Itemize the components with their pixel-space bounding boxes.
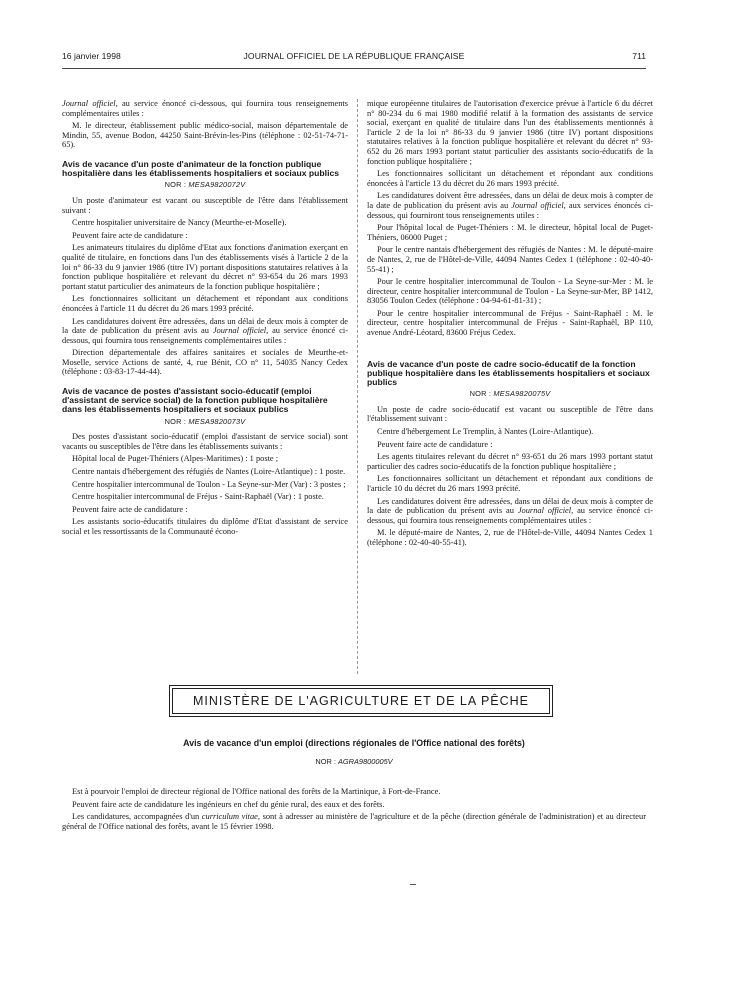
nor-label: NOR : [164,416,189,426]
text: aux services énoncés ci-dessous, qui fourniront tous renseignements utiles : [367,200,653,220]
text: Les candidatures doivent être adressées, dans un délai de deux mois à compter de la date de publication du présent avis au [367,496,653,516]
header-journal-title: JOURNAL OFFICIEL DE LA RÉPUBLIQUE FRANÇAISE [243,51,465,61]
paragraph: Des postes d'assistant socio-éducatif (emploi d'assistant de service social) sont vacants ou susceptibles de l'être dans les établissements suivants : [62,432,348,451]
address-paragraph: M. le député-maire de Nantes, 2, rue de l'Hôtel-de-Ville, 44094 Nantes Cedex 1 (téléphone : 02-40-40-55-41). [367,528,653,547]
left-column [62,99,348,540]
journal-officiel-ref: Journal officiel, [212,326,269,336]
nor-code: MESA9820073V [188,416,246,426]
journal-officiel-ref: Journal officiel, [517,506,574,516]
paragraph: Peuvent faire acte de candidature les ingénieurs en chef du génie rural, des eaux et des forêts. [72,799,385,809]
avis-title-assistant: Avis de vacance de postes d'assistant socio-éducatif (emploi d'assistant de service social) de la fonction publique hospitalière dans les établissements hospitaliers et sociaux publics [62,386,328,415]
paragraph: Un poste de cadre socio-éducatif est vacant ou susceptible de l'être dans l'établissement suivant : [367,404,653,424]
ministry-body [62,787,646,834]
paragraph: Les fonctionnaires sollicitant un détachement et répondant aux conditions énoncées à l'article 13 du décret du 26 mars 1993 précité. [367,169,653,188]
paragraph: Peuvent faire acte de candidature : [72,230,188,240]
paragraph [367,191,653,220]
column-divider [357,99,358,674]
nor-label: NOR : [164,180,189,190]
nor-assistant [62,417,348,427]
paragraph: Les agents titulaires relevant du décret n° 93-651 du 26 mars 1993 portant statut particulier des cadres socio-éducatifs de la fonction publique hospitalière ; [367,452,653,471]
page-header [62,51,646,65]
nor-code: MESA9820072V [188,180,246,190]
curriculum-vitae-ref: curriculum vitae, [201,812,260,822]
header-page-number: 711 [632,51,646,61]
paragraph: Centre nantais d'hébergement des réfugiés de Nantes (Loire-Atlantique) : 1 poste. [72,467,346,477]
nor-code: AGRA9800005V [337,757,393,766]
text: Les candidatures doivent être adressées, dans un délai de deux mois à compter de la date de publication du présent avis au [62,316,348,336]
paragraph: Est à pourvoir l'emploi de directeur régional de l'Office national des forêts de la Martinique, à Fort-de-France. [72,787,441,796]
paragraph: Les fonctionnaires sollicitant un détachement et répondant aux conditions énoncées à l'article 11 du décret du 26 mars 1993 précité. [62,294,348,313]
avis-title-cadre: Avis de vacance d'un poste de cadre socio-éducatif de la fonction publique hospitalière dans les établissements hospitaliers et sociaux publics [367,358,650,388]
text: sont à adresser au ministère de l'agriculture et de la pêche (direction générale de l'administration) et au directeur général de l'Office national des forêts, avant le 15 février 1998. [62,812,646,831]
paragraph: Les assistants socio-éducatifs titulaires du diplôme d'Etat d'assistant de service social et les ressortissants de la Communauté écono- [62,517,348,537]
nor-animateur [62,180,348,190]
intro-journal-officiel: Journal officiel, [62,99,118,108]
paragraph: Hôpital local de Puget-Théniers (Alpes-Maritimes) : 1 poste ; [72,454,279,464]
text: Les candidatures, accompagnées d'un [72,812,202,822]
text: au service énoncé ci-dessous, qui fournira tous renseignements complémentaires utiles : [367,506,653,525]
nor-cadre [367,389,653,399]
text: au service énoncé ci-dessous, qui fournira tous renseignements complémentaires utiles : [62,326,348,345]
paragraph: mique européenne titulaires de l'autorisation d'exercice prévue à l'article 6 du décret n° 80-234 du 6 mai 1980 modifié relatif à la formation des assistants de service social, exerçant en qualité de titulaire dans l'un des établissements mentionnés à l'article 2 de la loi n° 86-33 du 9 janvier 1986 (titre IV) portant dispositions statutaires relatives à la fonction publique hospitalière et relevant du décret n° 93-652 du 26 mars 1993 portant statut particulier des assistants socio-éducatifs de la fonction publique hospitalière ; [367,99,653,166]
paragraph: Pour l'hôpital local de Puget-Théniers : M. le directeur, hôpital local de Puget-Théniers, 06000 Puget ; [367,223,653,242]
nor-ministry [62,757,646,766]
nor-code: MESA9820075V [493,389,551,399]
ministry-avis-title: Avis de vacance d'un emploi (directions régionales de l'Office national des forêts) [183,738,525,748]
paragraph: Centre hospitalier universitaire de Nancy (Meurthe-et-Moselle). [72,218,287,228]
header-date: 16 janvier 1998 [62,51,121,61]
address-paragraph: Direction départementale des affaires sanitaires et sociales de Meurthe-et-Moselle, service Actions de santé, 4, rue Bénit, CO n° 11, 54035 Nancy Cedex (téléphone : 03-83-17-44-44). [62,348,348,377]
nor-label: NOR : [315,757,338,766]
paragraph: Pour le centre hospitalier intercommunal de Toulon - La Seyne-sur-Mer : M. le directeur, centre hospitalier intercommunal de Toulon - La Seyne-sur-Mer, BP 1412, 83056 Toulon Cedex (téléphone : 04-94-61-81-31) ; [367,277,653,306]
paragraph [62,317,348,346]
journal-officiel-ref: Journal officiel, [511,200,566,210]
paragraph: Peuvent faire acte de candidature : [377,439,493,449]
intro-paragraph-2: M. le directeur, établissement public médico-social, maison départementale de Mindin, 55, avenue Bodon, 44250 Saint-Brévin-les-Pins (téléphone : 02-51-74-71-65). [62,121,348,150]
intro-paragraph-1 [62,99,348,118]
paragraph: Les fonctionnaires sollicitant un détachement et répondant aux conditions de l'article 10 du décret du 26 mars 1993 précité. [367,474,653,494]
text: Les candidatures doivent être adressées, dans un délai de deux mois à compter de la date de publication du présent avis au [367,191,653,210]
paragraph: Les animateurs titulaires du diplôme d'Etat aux fonctions d'animation exerçant en qualité de titulaire, en fonctions dans l'un des établissements visés à l'article 2 de la loi n° 86-33 du 9 janvier 1986 (titre IV) portant dispositions statutaires relatives à la fonction publique hospitalière et relevant du décret n° 93-654 du 26 mars 1993 portant statut particulier des animateurs de la fonction publique hospitalière ; [62,243,348,291]
header-rule [62,68,646,69]
paragraph: Peuvent faire acte de candidature : [72,504,188,514]
avis-title-animateur: Avis de vacance d'un poste d'animateur de la fonction publique hospitalière dans les établissements hospitaliers et sociaux publics [62,158,340,179]
paragraph: Pour le centre nantais d'hébergement des réfugiés de Nantes : M. le député-maire de Nantes, 2, rue de l'Hôtel-de-Ville, 44094 Nantes Cedex 1 (téléphone : 02-40-40-55-41) ; [367,245,653,274]
paragraph: Pour le centre hospitalier intercommunal de Fréjus - Saint-Raphaël : M. le directeur, centre hospitalier intercommunal de Fréjus - Saint-Raphaël, BP 110, avenue André-Léotard, 83600 Fréjus Cedex. [367,308,653,338]
paragraph [367,497,653,526]
paragraph [62,812,646,831]
paragraph: Centre d'hébergement Le Tremplin, à Nantes (Loire-Atlantique). [377,427,594,437]
paragraph: Centre hospitalier intercommunal de Toulon - La Seyne-sur-Mer (Var) : 3 postes ; [72,479,346,489]
paragraph: Centre hospitalier intercommunal de Fréjus - Saint-Raphaël (Var) : 1 poste. [72,492,324,502]
right-column [367,99,653,551]
ministry-heading: MINISTÈRE DE L'AGRICULTURE ET DE LA PÊCHE [172,688,550,714]
nor-label: NOR : [469,389,494,399]
end-rule [410,884,416,885]
paragraph: Un poste d'animateur est vacant ou susceptible de l'être dans l'établissement suivant : [62,195,348,215]
intro-text: au service énoncé ci-dessous, qui fournira tous renseignements complémentaires utiles : [62,99,348,118]
